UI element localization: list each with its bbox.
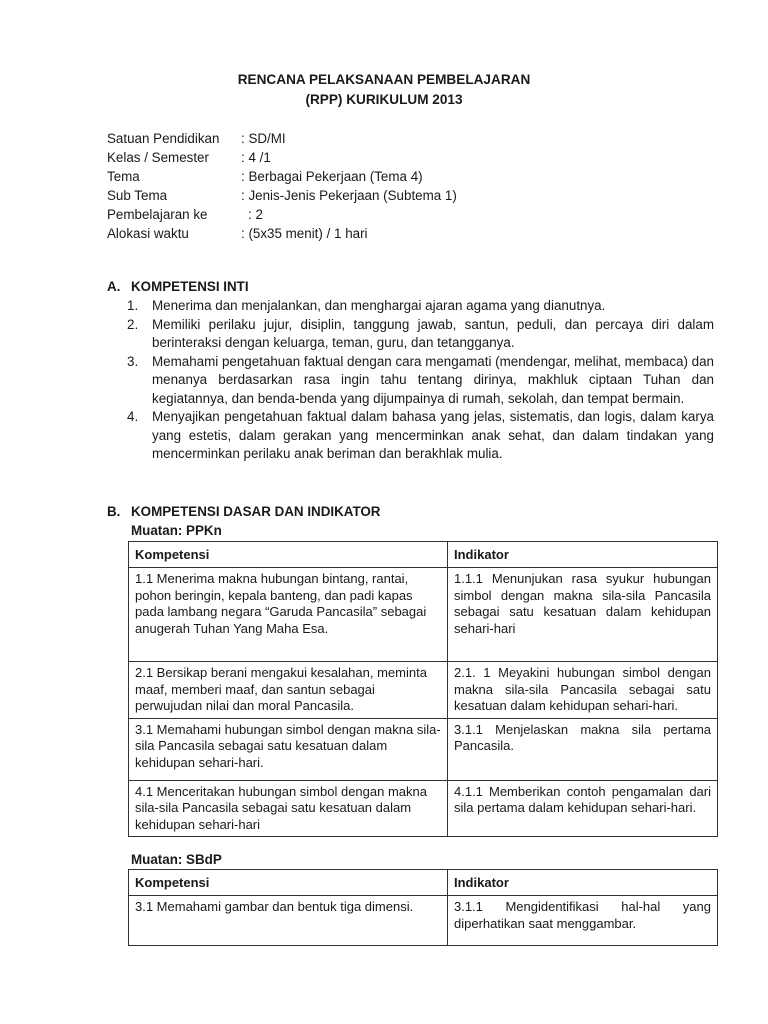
identity-value: : Berbagai Pekerjaan (Tema 4): [241, 169, 423, 184]
document-title: RENCANA PELAKSANAAN PEMBELAJARAN: [237, 72, 531, 87]
list-number: 1.: [127, 298, 139, 313]
muatan-label: Muatan: PPKn: [131, 523, 222, 538]
muatan-label: Muatan: SBdP: [131, 852, 222, 867]
identity-label: Tema: [107, 169, 140, 184]
identity-label: Kelas / Semester: [107, 150, 209, 165]
table-header-row: [129, 870, 718, 896]
section-a-heading: [107, 279, 249, 294]
header-kompetensi: Kompetensi: [129, 870, 448, 896]
section-letter: A.: [107, 279, 121, 294]
document-subtitle: (RPP) KURIKULUM 2013: [305, 92, 463, 107]
section-title: KOMPETENSI INTI: [131, 279, 249, 294]
section-letter: B.: [107, 504, 121, 519]
indikator-cell: 2.1. 1 Meyakini hubungan simbol dengan makna sila-sila Pancasila sebagai satu kesatuan dalam kehidupan sehari-hari.: [448, 662, 718, 719]
list-number: 3.: [127, 353, 139, 369]
list-text: Memahami pengetahuan faktual dengan cara mengamati (mendengar, melihat, membaca) dan menanya berdasarkan rasa ingin tahu tentang dirinya, makhluk ciptaan Tuhan dan kegiatannya, dan benda-benda yang dijumpainya di rumah, sekolah, dan tempat bermain.: [152, 353, 714, 406]
table-row: [129, 780, 718, 837]
indikator-cell: 3.1.1 Mengidentifikasi hal-hal yang diperhatikan saat menggambar.: [448, 896, 718, 946]
identity-value: : Jenis-Jenis Pekerjaan (Subtema 1): [241, 188, 457, 203]
ppkn-table: [128, 541, 718, 837]
identity-value: : SD/MI: [241, 131, 286, 146]
list-item: [127, 316, 714, 353]
kompetensi-cell: 3.1 Memahami hubungan simbol dengan makna sila-sila Pancasila sebagai satu kesatuan dalam kehidupan sehari-hari.: [129, 718, 448, 780]
identity-label: Satuan Pendidikan: [107, 131, 220, 146]
identity-value: : (5x35 menit) / 1 hari: [241, 226, 368, 241]
table-row: [129, 896, 718, 946]
header-kompetensi: Kompetensi: [129, 542, 448, 568]
list-item: [127, 353, 714, 409]
table-row: [129, 718, 718, 780]
list-number: 4.: [127, 409, 139, 424]
list-item: [127, 297, 714, 316]
table-row: [129, 568, 718, 662]
identity-label: Alokasi waktu: [107, 226, 189, 241]
kompetensi-inti-list: [127, 297, 714, 464]
kompetensi-cell: 2.1 Bersikap berani mengakui kesalahan, meminta maaf, memberi maaf, dan santun sebagai perwujudan nilai dan moral Pancasila.: [129, 662, 448, 719]
list-text: Menerima dan menjalankan, dan menghargai ajaran agama yang dianutnya.: [152, 298, 606, 313]
kompetensi-cell: 4.1 Menceritakan hubungan simbol dengan makna sila-sila Pancasila sebagai satu kesatuan dalam kehidupan sehari-hari: [129, 780, 448, 837]
identity-value: : 4 /1: [241, 150, 271, 165]
header-indikator: Indikator: [448, 542, 718, 568]
section-b-heading: [107, 504, 380, 519]
list-number: 2.: [127, 316, 139, 332]
identity-label: Sub Tema: [107, 188, 168, 203]
list-item: [127, 408, 714, 464]
indikator-cell: 3.1.1 Menjelaskan makna sila pertama Pancasila.: [448, 718, 718, 780]
indikator-cell: 1.1.1 Menunjukan rasa syukur hubungan simbol dengan makna sila-sila Pancasila sebagai satu kesatuan dalam kehidupan sehari-hari: [448, 568, 718, 662]
indikator-cell: 4.1.1 Memberikan contoh pengamalan dari sila pertama dalam kehidupan sehari-hari.: [448, 780, 718, 837]
table-header-row: [129, 542, 718, 568]
kompetensi-cell: 1.1 Menerima makna hubungan bintang, rantai, pohon beringin, kepala banteng, dan padi kapas pada lambang negara “Garuda Pancasila” sebagai anugerah Tuhan Yang Maha Esa.: [129, 568, 448, 662]
section-title: KOMPETENSI DASAR DAN INDIKATOR: [131, 504, 381, 519]
list-text: Menyajikan pengetahuan faktual dalam bahasa yang jelas, sistematis, dan logis, dalam karya yang estetis, dalam gerakan yang mencerminkan anak sehat, dan dalam tindakan yang mencerminkan perilaku anak beriman dan berakhlak mulia.: [152, 409, 714, 461]
table-row: [129, 662, 718, 719]
identity-label: Pembelajaran ke: [107, 207, 208, 222]
kompetensi-cell: 3.1 Memahami gambar dan bentuk tiga dimensi.: [129, 896, 448, 946]
identity-value: : 2: [248, 207, 263, 222]
header-indikator: Indikator: [448, 870, 718, 896]
sbdp-table: [128, 869, 718, 946]
list-text: Memiliki perilaku jujur, disiplin, tanggung jawab, santun, peduli, dan percaya diri dalam berinteraksi dengan keluarga, teman, guru, dan tetangganya.: [152, 316, 714, 350]
